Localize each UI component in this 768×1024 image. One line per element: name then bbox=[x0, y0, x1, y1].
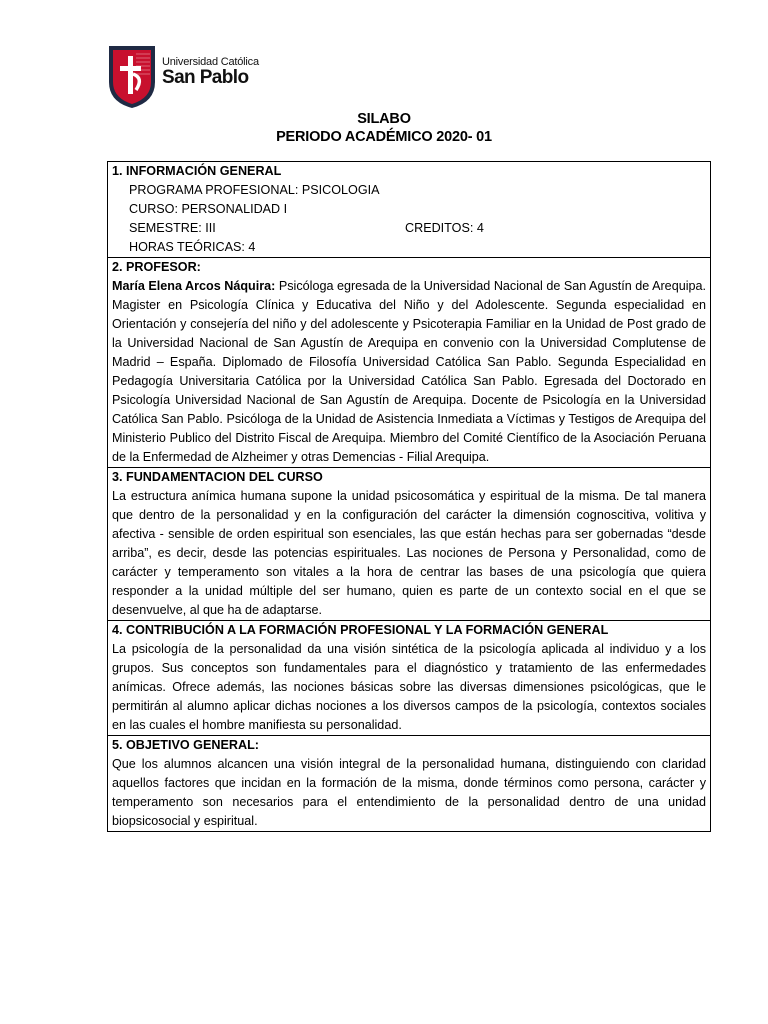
title-silabo: SILABO bbox=[357, 111, 411, 127]
university-shield-icon bbox=[106, 44, 158, 110]
university-logo bbox=[106, 44, 259, 110]
curso-field: CURSO: PERSONALIDAD I bbox=[129, 202, 288, 216]
section-contribucion bbox=[108, 621, 711, 736]
creditos-field: CREDITOS: 4 bbox=[405, 221, 484, 235]
section3-heading: 3. FUNDAMENTACION DEL CURSO bbox=[112, 470, 323, 484]
section5-heading: 5. OBJETIVO GENERAL: bbox=[112, 738, 259, 752]
title-periodo: PERIODO ACADÉMICO 2020- 01 bbox=[276, 129, 492, 145]
section2-heading: 2. PROFESOR: bbox=[112, 260, 201, 274]
document-title bbox=[0, 110, 768, 146]
semestre-field: SEMESTRE: III bbox=[129, 221, 216, 235]
profesor-name: María Elena Arcos Náquira: bbox=[112, 279, 276, 293]
logo-university-line: Universidad Católica bbox=[162, 56, 259, 68]
section4-heading: 4. CONTRIBUCIÓN A LA FORMACIÓN PROFESIONAL Y LA FORMACIÓN GENERAL bbox=[112, 623, 609, 637]
syllabus-table bbox=[107, 161, 711, 832]
programa-field: PROGRAMA PROFESIONAL: PSICOLOGIA bbox=[129, 183, 380, 197]
logo-name-line: San Pablo bbox=[162, 67, 249, 88]
semestre-creditos-row bbox=[112, 219, 706, 238]
section1-heading: 1. INFORMACIÓN GENERAL bbox=[112, 164, 282, 178]
section5-body: Que los alumnos alcancen una visión integral de la personalidad humana, distinguiendo con claridad aquellos factores que incidan en la formación de la misma, donde términos como persona, carácter y temperamento son necesarios para el entendimiento de la personalidad dentro de una unidad biopsicosocial y espiritual. bbox=[112, 757, 706, 828]
profesor-bio-text: Psicóloga egresada de la Universidad Nacional de San Agustín de Arequipa. Magister en Psicología Clínica y Educativa del Niño y del Adolescente. Segunda especialidad en Orientación y consejería del niño y del adolescente y Psicoterapia Familiar en la Unidad de Post grado de la Universidad Nacional de San Agustín de Arequipa en convenio con la Universidad Complutense de Madrid – España. Diplomado de Filosofía Universidad Católica San Pablo. Segunda Especialidad en Pedagogía Universitaria Católica por la Universidad Católica San Pablo. Egresada del Doctorado en Psicología Universidad Nacional de San Agustín de Arequipa. Docente de Psicología en la Universidad Católica San Pablo. Psicóloga de la Unidad de Asistencia Inmediata a Víctimas y Testigos de Arequipa del Ministerio Publico del Distrito Fiscal de Arequipa. Miembro del Comité Científico de la Asociación Peruana de la Enfermedad de Alzheimer y otras Demencias - Filial Arequipa. bbox=[112, 279, 707, 464]
section-informacion-general bbox=[108, 162, 711, 258]
horas-field: HORAS TEÓRICAS: 4 bbox=[129, 240, 256, 254]
section3-body: La estructura anímica humana supone la unidad psicosomática y espiritual de la misma. De tal manera que dentro de la personalidad y en la configuración del carácter la dimensión cognoscitiva, volitiva y afectiva - sensible de orden espiritual son esenciales, las que están hechas para ser gobernadas “desde arriba”, es decir, desde las potencias espirituales. Las nociones de Persona y Personalidad, como de carácter y temperamento son vitales a la hora de centrar las bases de una psicología que quiera responder a la unidad múltiple del ser humano, quien es parte de un contexto social en el que se desenvuelve, al que ha de adaptarse. bbox=[112, 489, 706, 617]
profesor-bio bbox=[112, 277, 706, 467]
section-objetivo-general bbox=[108, 736, 711, 832]
section4-body: La psicología de la personalidad da una visión sintética de la psicología aplicada al individuo y a los grupos. Sus conceptos son fundamentales para el diagnóstico y tratamiento de las enfermedades anímicas. Ofrece además, las nociones básicas sobre las diversas dimensiones psicológicas, que le permitirán al alumno aplicar dichas nociones a los diversos campos de la psicología, contextos sociales en las cuales el hombre manifiesta su personalidad. bbox=[112, 642, 706, 732]
section-fundamentacion bbox=[108, 468, 711, 621]
section-profesor bbox=[108, 258, 711, 468]
